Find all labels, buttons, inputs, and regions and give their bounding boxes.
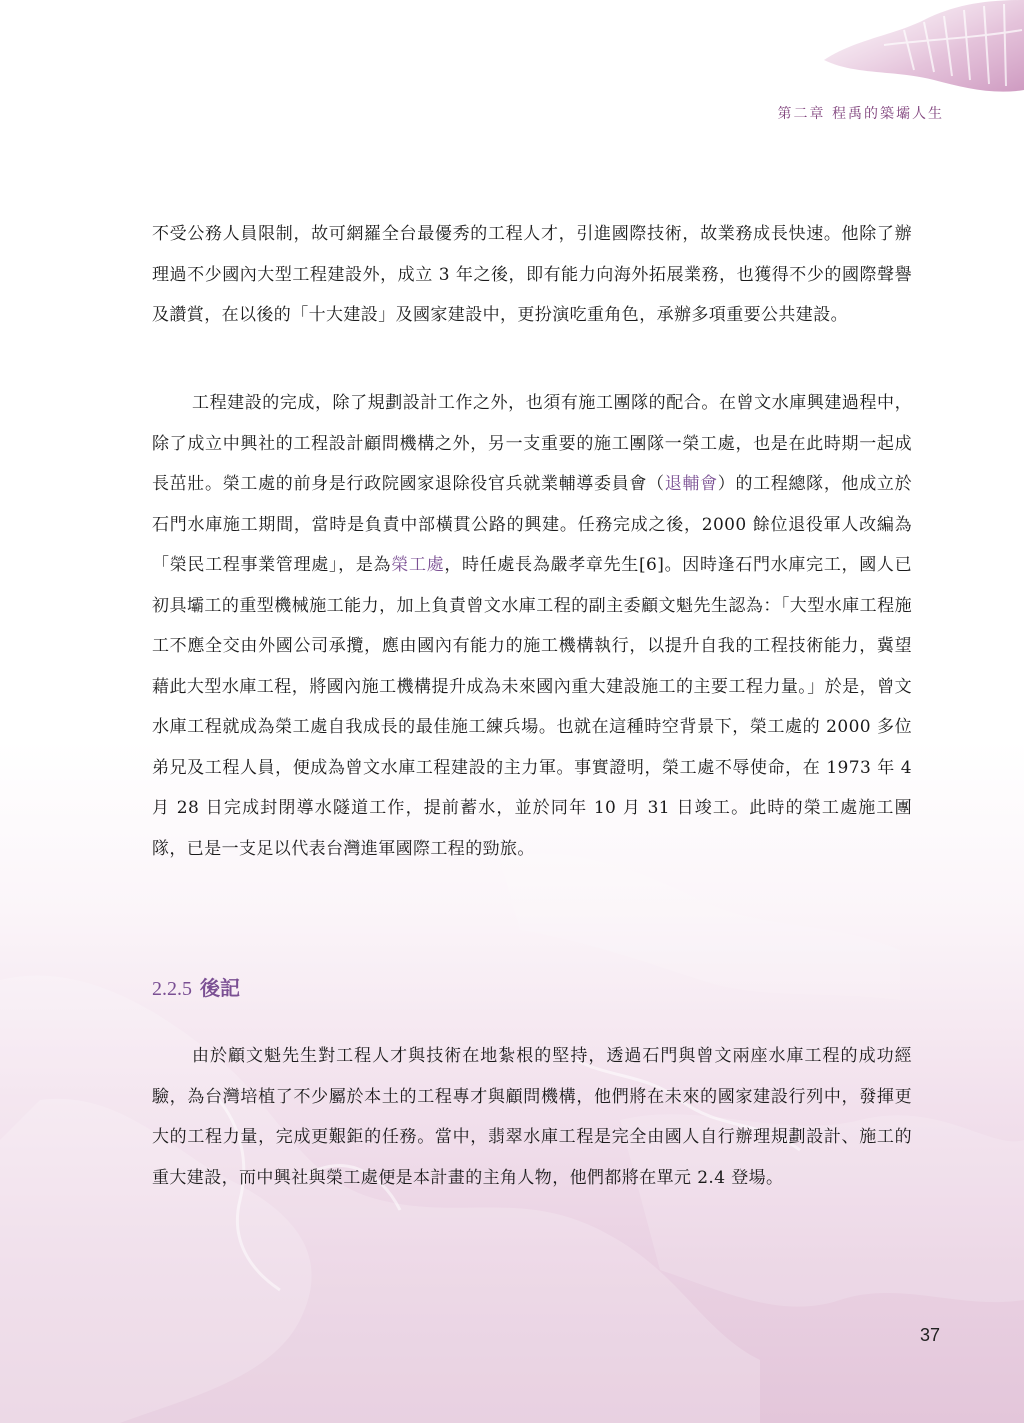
paragraph-2 (152, 383, 912, 869)
paragraph-2-text-a: 工程建設的完成，除了規劃設計工作之外，也須有施工團隊的配合。在曾文水庫興建過程中，除了成立中興社的工程設計顧問機構之外，另一支重要的施工團隊一榮工處，也是在此時期一起成長茁壯。榮工處的前身是行政院國家退除役官兵就業輔導委員會（ (152, 393, 912, 494)
paragraph-2-text-b: ）的工程總隊，他成立於石門水庫施工期間，當時是負責中部橫貫公路的興建。任務完成之後，2000 餘位退役軍人改編為「榮民工程事業管理處」，是為 (152, 474, 912, 575)
section-title: 後記 (200, 976, 240, 1000)
section-heading (152, 972, 240, 1001)
paragraph-1: 不受公務人員限制，故可網羅全台最優秀的工程人才，引進國際技術，故業務成長快速。他除了辦理過不少國內大型工程建設外，成立 3 年之後，即有能力向海外拓展業務，也獲得不少的國際聲譽及讚賞，在以後的「十大建設」及國家建設中，更扮演吃重角色，承辦多項重要公共建設。 (152, 224, 912, 325)
page-number: 37 (919, 1325, 940, 1345)
paragraph-3: 由於顧文魁先生對工程人才與技術在地紮根的堅持，透過石門與曾文兩座水庫工程的成功經驗，為台灣培植了不少屬於本土的工程專才與顧問機構，他們將在未來的國家建設行列中，發揮更大的工程力量，完成更艱鉅的任務。當中，翡翠水庫工程是完全由國人自行辦理規劃設計、施工的重大建設，而中興社與榮工處便是本計畫的主角人物，他們都將在單元 2.4 登場。 (152, 1046, 912, 1188)
rsea-link[interactable]: 榮工處 (391, 555, 445, 575)
paragraph-2-text-c: ，時任處長為嚴孝章先生[6]。因時逢石門水庫完工，國人已初具壩工的重型機械施工能力，加上負責曾文水庫工程的副主委顧文魁先生認為：「大型水庫工程施工不應全交由外國公司承攬，應由國內有能力的施工機構執行，以提升自我的工程技術能力，冀望藉此大型水庫工程，將國內施工機構提升成為未來國內重大建設施工的主要工程力量。」於是，曾文水庫工程就成為榮工處自我成長的最佳施工練兵場。也就在這種時空背景下，榮工處的 2000 多位弟兄及工程人員，便成為曾文水庫工程建設的主力軍。事實證明，榮工處不辱使命，在 1973 年 4 月 28 日完成封閉導水隧道工作，提前蓄水，並於同年 10 月 31 日竣工。此時的榮工處施工團隊，已是一支足以代表台灣進軍國際工程的勁旅。 (152, 555, 913, 859)
running-head: 第二章 程禹的築壩人生 (777, 106, 944, 122)
corner-decoration-image (784, 0, 1024, 100)
veterans-council-link[interactable]: 退輔會 (664, 474, 718, 494)
section-number: 2.2.5 (152, 978, 192, 1000)
